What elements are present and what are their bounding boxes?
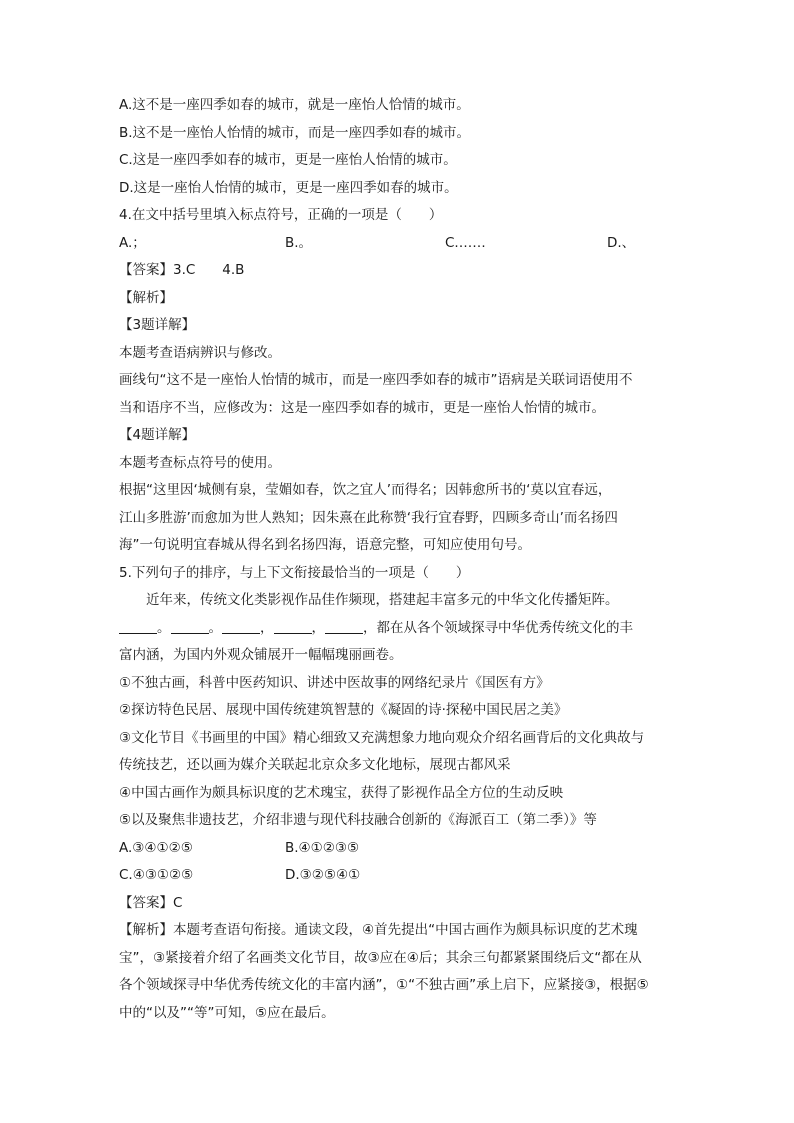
q4-detail-line: 海”一句说明宜春城从得名到名扬四海，语意完整，可知应使用句号。 xyxy=(119,537,531,553)
q2-option-b: B.这不是一座怡人怡情的城市，而是一座四季如春的城市。 xyxy=(119,124,471,141)
q5-item-2: ②探访特色民居、展现中国传统建筑智慧的《凝固的诗·探秘中国民居之美》 xyxy=(119,702,568,718)
q5-passage-line xyxy=(119,615,679,643)
q4-detail-heading: 【4题详解】 xyxy=(119,427,196,443)
q4-option-c: C.…… xyxy=(445,234,486,251)
fill-blank xyxy=(222,619,260,634)
q5-option-a: A.③④①②⑤ xyxy=(119,839,193,856)
q4-stem: 4.在文中括号里填入标点符号，正确的一项是（ ） xyxy=(119,207,443,223)
q5-item-4: ④中国古画作为颇具标识度的艺术瑰宝，获得了影视作品全方位的生动反映 xyxy=(119,784,564,801)
q5-passage-text: ，都在从各个领域探寻中华优秀传统文化的丰 xyxy=(363,619,633,636)
q5-item-5: ⑤以及聚焦非遗技艺，介绍非遗与现代科技融合创新的《海派百工（第二季）》等 xyxy=(119,812,597,828)
q4-option-b: B.。 xyxy=(285,234,313,251)
q3-detail-line: 当和语序不当，应修改为：这是一座四季如春的城市，更是一座怡人怡情的城市。 xyxy=(119,399,605,416)
blank-separator: ， xyxy=(260,619,274,636)
q5-analysis-line: 宝”，③紧接着介绍了名画类文化节目，故③应在④后；其余三句都紧紧围绕后文“都在从 xyxy=(119,949,642,966)
blank-separator: 。 xyxy=(157,619,171,636)
q5-stem: 5.下列句子的排序，与上下文衔接最恰当的一项是（ ） xyxy=(119,564,470,581)
document-content xyxy=(119,92,679,1027)
q5-analysis-line: 各个领域探寻中华优秀传统文化的丰富内涵”，①“不独古画”承上启下，应紧接③，根据⑤ xyxy=(119,977,649,993)
q5-item-3: ③文化节目《书画里的中国》精心细致又充满想象力地向观众介绍名画背后的文化典故与 xyxy=(119,729,645,746)
fill-blank xyxy=(119,619,157,634)
q5-option-b: B.④①②③⑤ xyxy=(285,839,360,856)
q5-passage-line: 富内涵，为国内外观众铺展开一幅幅瑰丽画卷。 xyxy=(119,647,403,663)
fill-blank xyxy=(171,619,209,634)
analysis-label: 【解析】 xyxy=(119,289,173,306)
q4-detail-line: 江山多胜游’而愈加为世人熟知；因朱熹在此称赞‘我行宜春野，四顾多奇山’而名扬四 xyxy=(119,509,618,526)
q5-options-row xyxy=(119,835,679,863)
q5-passage-line: 近年来，传统文化类影视作品佳作频现，搭建起丰富多元的中华文化传播矩阵。 xyxy=(146,592,619,608)
q5-options-row xyxy=(119,862,679,890)
q2-option-d: D.这是一座怡人怡情的城市，更是一座四季如春的城市。 xyxy=(119,179,458,196)
blank-separator: ， xyxy=(311,619,325,636)
q3-detail-heading: 【3题详解】 xyxy=(119,317,196,333)
answer-3-4: 【答案】3.C 4.B xyxy=(119,262,245,278)
q5-option-c: C.④③①②⑤ xyxy=(119,867,194,883)
q2-option-c: C.这是一座四季如春的城市，更是一座怡人怡情的城市。 xyxy=(119,152,457,168)
q4-options xyxy=(119,230,679,258)
answer-5: 【答案】C xyxy=(119,894,183,911)
fill-blank xyxy=(325,619,363,634)
fill-blank xyxy=(274,619,312,634)
q4-option-a: A.； xyxy=(119,234,146,251)
blank-separator: 。 xyxy=(208,619,222,636)
q5-item-3-cont: 传统技艺，还以画为媒介关联起北京众多文化地标，展现古都风采 xyxy=(119,757,511,773)
q4-option-d: D.、 xyxy=(607,234,636,251)
q3-detail-line: 本题考查语病辨识与修改。 xyxy=(119,344,281,361)
q3-detail-line: 画线句“这不是一座怡人怡情的城市，而是一座四季如春的城市”语病是关联词语使用不 xyxy=(119,372,633,388)
q5-analysis-line: 中的“以及”“等”可知，⑤应在最后。 xyxy=(119,1004,335,1021)
q4-detail-line: 根据“这里因‘城侧有泉，莹媚如春，饮之宜人’而得名；因韩愈所书的‘莫以宜春远， xyxy=(119,482,612,498)
q5-option-d: D.③②⑤④① xyxy=(285,867,361,883)
q5-analysis-line: 【解析】本题考查语句衔接。通读文段，④首先提出“中国古画作为颇具标识度的艺术瑰 xyxy=(119,922,638,938)
q4-detail-line: 本题考查标点符号的使用。 xyxy=(119,454,281,471)
q2-option-a: A.这不是一座四季如春的城市，就是一座怡人恰情的城市。 xyxy=(119,97,470,113)
q5-item-1: ①不独古画，科普中医药知识、讲述中医故事的网络纪录片《国医有方》 xyxy=(119,674,550,691)
